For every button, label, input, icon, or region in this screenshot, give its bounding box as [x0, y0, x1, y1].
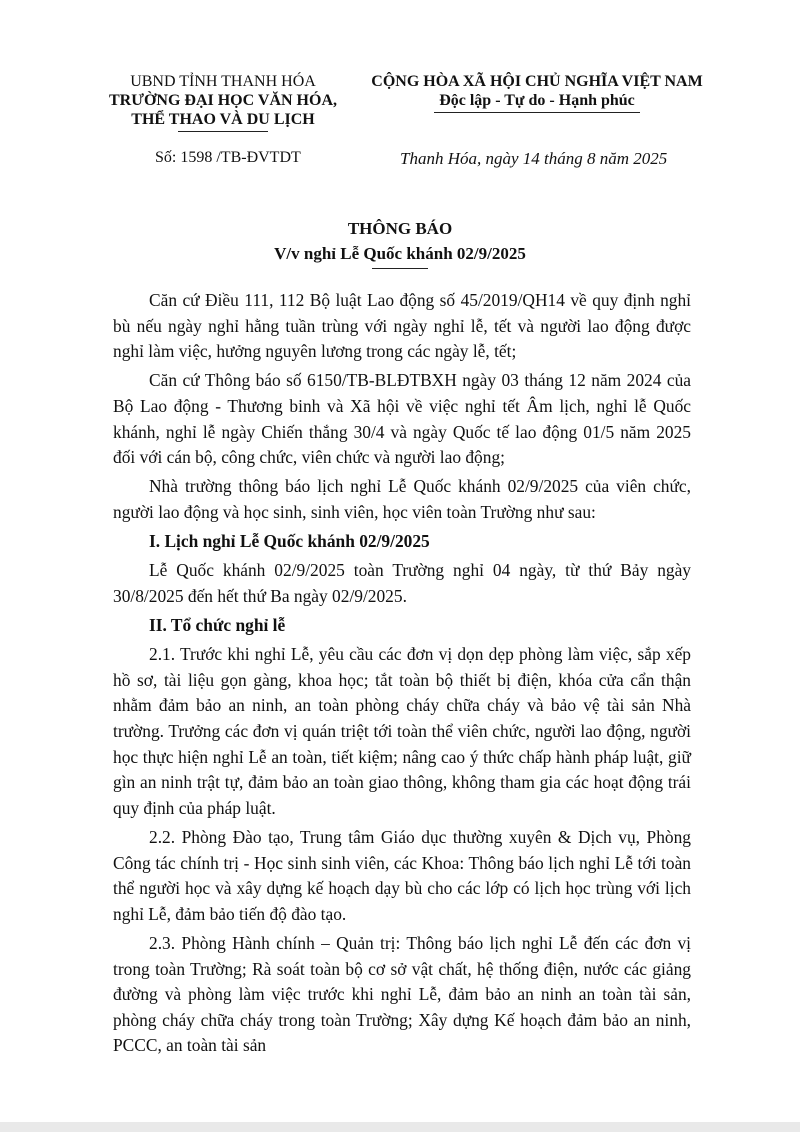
paragraph-2-2: 2.2. Phòng Đào tạo, Trung tâm Giáo dục thường xuyên & Dịch vụ, Phòng Công tác chính trị - Học sinh sinh viên, các Khoa: Thông báo lịch nghỉ Lễ tới toàn thể người học và xây dựng kế hoạch dạy bù cho các lớp có lịch học trùng với lịch nghỉ Lễ, đảm bảo tiến độ đào tạo.	[113, 827, 691, 924]
section-heading-1: I. Lịch nghỉ Lễ Quốc khánh 02/9/2025	[149, 531, 430, 552]
paragraph-2-3: 2.3. Phòng Hành chính – Quản trị: Thông báo lịch nghỉ Lễ đến các đơn vị trong toàn Trường; Rà soát toàn bộ cơ sở vật chất, hệ thống điện, nước các giảng đường và phòng làm việc trước khi nghỉ Lễ, đảm bảo an ninh an toàn tài sản, phòng cháy chữa cháy trong toàn Trường; Xây dựng Kế hoạch đảm bảo an ninh, PCCC, an toàn tài sản	[113, 933, 691, 1056]
authority-line-1: UBND TỈNH THANH HÓA	[130, 73, 316, 90]
motto-line-1: CỘNG HÒA XÃ HỘI CHỦ NGHĨA VIỆT NAM	[371, 73, 703, 90]
authority-line-2: TRƯỜNG ĐẠI HỌC VĂN HÓA,	[108, 92, 337, 109]
section-heading-2: II. Tổ chức nghỉ lễ	[149, 615, 286, 636]
document-subject: V/v nghỉ Lễ Quốc khánh 02/9/2025	[274, 244, 526, 263]
place-date: Thanh Hóa, ngày 14 tháng 8 năm 2025	[400, 149, 668, 168]
authority-line-3: THỂ THAO VÀ DU LỊCH	[131, 111, 315, 128]
national-motto	[362, 72, 712, 110]
paragraph-schedule: Lễ Quốc khánh 02/9/2025 toàn Trường nghỉ 04 ngày, từ thứ Bảy ngày 30/8/2025 đến hết thứ Ba ngày 02/9/2025.	[113, 560, 691, 606]
paragraph-basis-1: Căn cứ Điều 111, 112 Bộ luật Lao động số 45/2019/QH14 về quy định nghỉ bù nếu ngày nghỉ hằng tuần trùng với ngày nghỉ lễ, tết và người lao động được nghỉ làm việc, hưởng nguyên lương trong các ngày lễ, tết;	[113, 290, 691, 362]
issuing-authority	[98, 72, 348, 129]
paragraph-basis-2: Căn cứ Thông báo số 6150/TB-BLĐTBXH ngày 03 tháng 12 năm 2024 của Bộ Lao động - Thương binh và Xã hội về việc nghỉ tết Âm lịch, nghỉ lễ Quốc khánh, nghỉ lễ ngày Chiến thắng 30/4 và ngày Quốc tế lao động 01/5 năm 2025 đối với cán bộ, công chức, viên chức và người lao động;	[113, 370, 691, 468]
reference-number: Số: 1598 /TB-ĐVTDT	[155, 149, 301, 166]
document-title: THÔNG BÁO	[347, 219, 453, 238]
motto-underline	[434, 112, 640, 113]
authority-underline	[178, 131, 268, 132]
motto-line-2: Độc lập - Tự do - Hạnh phúc	[439, 92, 635, 109]
subject-underline	[372, 268, 428, 269]
document-body	[113, 288, 691, 1063]
paragraph-announcement: Nhà trường thông báo lịch nghỉ Lễ Quốc khánh 02/9/2025 của viên chức, người lao động và học sinh, sinh viên, học viên toàn Trường như sau:	[113, 476, 691, 522]
page-bottom-edge	[0, 1122, 800, 1132]
paragraph-2-1: 2.1. Trước khi nghỉ Lễ, yêu cầu các đơn vị dọn dẹp phòng làm việc, sắp xếp hồ sơ, tài liệu gọn gàng, khoa học; tắt toàn bộ thiết bị điện, khóa cửa cẩn thận nhằm đảm bảo an ninh, an toàn phòng cháy chữa cháy và bảo vệ tài sản Nhà trường. Trưởng các đơn vị quán triệt tới toàn thể viên chức, người lao động, người học thực hiện nghỉ Lễ an toàn, tiết kiệm; nâng cao ý thức chấp hành pháp luật, giữ gìn an ninh trật tự, đảm bảo an toàn giao thông, không tham gia các hoạt động trái quy định của pháp luật.	[113, 644, 691, 818]
